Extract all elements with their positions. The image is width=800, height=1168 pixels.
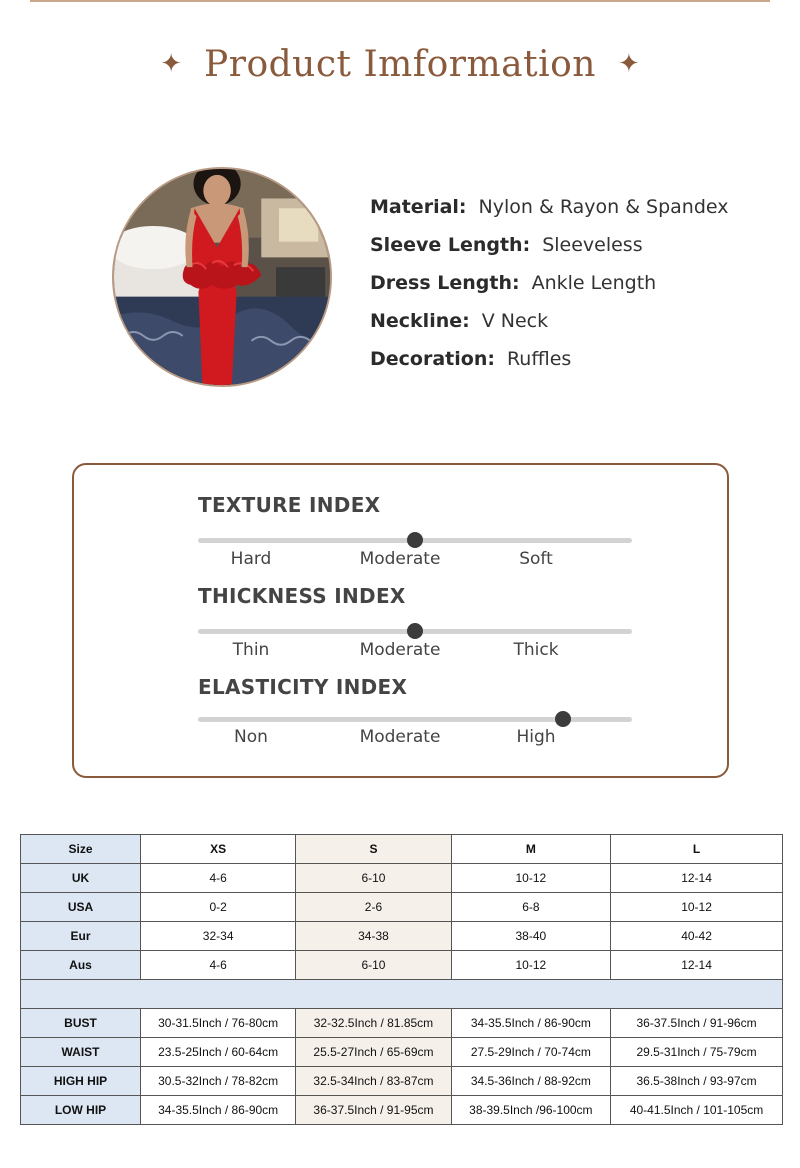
attribute-sleeve-length [370,226,770,264]
sparkle-icon: ✦ [160,49,183,79]
table-header-cell: M [451,835,610,864]
index-tick: Thick [513,640,559,660]
index-knob [407,623,423,639]
table-cell: 10-12 [451,951,610,980]
table-header-cell: XS [141,835,296,864]
row-header-cell: BUST [21,1009,141,1038]
sparkle-icon: ✦ [617,49,640,79]
row-header-cell: UK [21,864,141,893]
table-header-cell: Size [21,835,141,864]
table-cell: 12-14 [611,951,783,980]
attribute-value: Ruffles [506,348,572,370]
attribute-label: Material: [370,196,467,218]
table-row [21,1096,783,1125]
table-cell: 27.5-29Inch / 70-74cm [451,1038,610,1067]
table-cell: 4-6 [141,864,296,893]
attribute-neckline [370,302,770,340]
index-title: THICKNESS INDEX [198,584,406,608]
table-cell: 34-35.5Inch / 86-90cm [451,1009,610,1038]
table-header-row [21,835,783,864]
table-cell: 6-10 [296,951,451,980]
size-chart-table [20,834,783,1125]
index-knob [555,711,571,727]
index-tick: Moderate [359,727,441,747]
table-cell: 36-37.5Inch / 91-95cm [296,1096,451,1125]
attribute-list [370,188,770,378]
table-row [21,1067,783,1096]
index-tick: Soft [519,549,553,569]
table-header-cell: S [296,835,451,864]
table-cell: 4-6 [141,951,296,980]
attribute-value: Sleeveless [542,234,643,256]
table-cell: 6-10 [296,864,451,893]
index-tick: Hard [230,549,272,569]
table-row [21,893,783,922]
fabric-index-panel [72,463,729,778]
elasticity-index [198,675,632,747]
index-tick: Moderate [359,640,441,660]
table-cell: 29.5-31Inch / 75-79cm [611,1038,783,1067]
table-cell: 36.5-38Inch / 93-97cm [611,1067,783,1096]
thickness-index [198,584,632,660]
table-header-cell: L [611,835,783,864]
section-header [0,36,800,92]
table-cell: 40-42 [611,922,783,951]
index-title: ELASTICITY INDEX [198,675,408,699]
texture-index [198,493,632,569]
row-header-cell: LOW HIP [21,1096,141,1125]
table-cell: 0-2 [141,893,296,922]
table-cell: 25.5-27Inch / 65-69cm [296,1038,451,1067]
table-cell: 10-12 [451,864,610,893]
index-tick: Moderate [359,549,441,569]
table-cell: 12-14 [611,864,783,893]
index-tick: High [516,727,556,747]
attribute-value: Nylon & Rayon & Spandex [478,196,729,218]
attribute-decoration [370,340,770,378]
table-cell: 36-37.5Inch / 91-96cm [611,1009,783,1038]
table-cell: 32-32.5Inch / 81.85cm [296,1009,451,1038]
table-cell: 32.5-34Inch / 83-87cm [296,1067,451,1096]
index-knob [407,532,423,548]
row-header-cell: WAIST [21,1038,141,1067]
attribute-material [370,188,770,226]
attribute-label: Sleeve Length: [370,234,531,256]
table-cell: 6-8 [451,893,610,922]
table-row [21,1009,783,1038]
table-cell: 32-34 [141,922,296,951]
table-cell: 34.5-36Inch / 88-92cm [451,1067,610,1096]
table-cell: 30-31.5Inch / 76-80cm [141,1009,296,1038]
row-header-cell: USA [21,893,141,922]
table-spacer-cell [21,980,783,1009]
table-cell: 40-41.5Inch / 101-105cm [611,1096,783,1125]
attribute-label: Dress Length: [370,272,520,294]
table-cell: 2-6 [296,893,451,922]
attribute-label: Decoration: [370,348,495,370]
attribute-label: Neckline: [370,310,470,332]
attribute-dress-length [370,264,770,302]
table-spacer-row [21,980,783,1009]
index-title: TEXTURE INDEX [198,493,381,517]
row-header-cell: HIGH HIP [21,1067,141,1096]
product-photo [112,167,332,387]
table-cell: 34-35.5Inch / 86-90cm [141,1096,296,1125]
top-divider [30,0,770,2]
table-cell: 10-12 [611,893,783,922]
row-header-cell: Eur [21,922,141,951]
table-cell: 38-40 [451,922,610,951]
table-row [21,922,783,951]
table-cell: 38-39.5Inch /96-100cm [451,1096,610,1125]
table-cell: 34-38 [296,922,451,951]
table-cell: 23.5-25Inch / 60-64cm [141,1038,296,1067]
table-row [21,951,783,980]
table-cell: 30.5-32Inch / 78-82cm [141,1067,296,1096]
table-row [21,864,783,893]
table-row [21,1038,783,1067]
index-tick: Thin [232,640,270,660]
row-header-cell: Aus [21,951,141,980]
page-title: Product Imformation [204,43,596,85]
attribute-value: V Neck [481,310,549,332]
index-tick: Non [234,727,268,747]
attribute-value: Ankle Length [531,272,657,294]
